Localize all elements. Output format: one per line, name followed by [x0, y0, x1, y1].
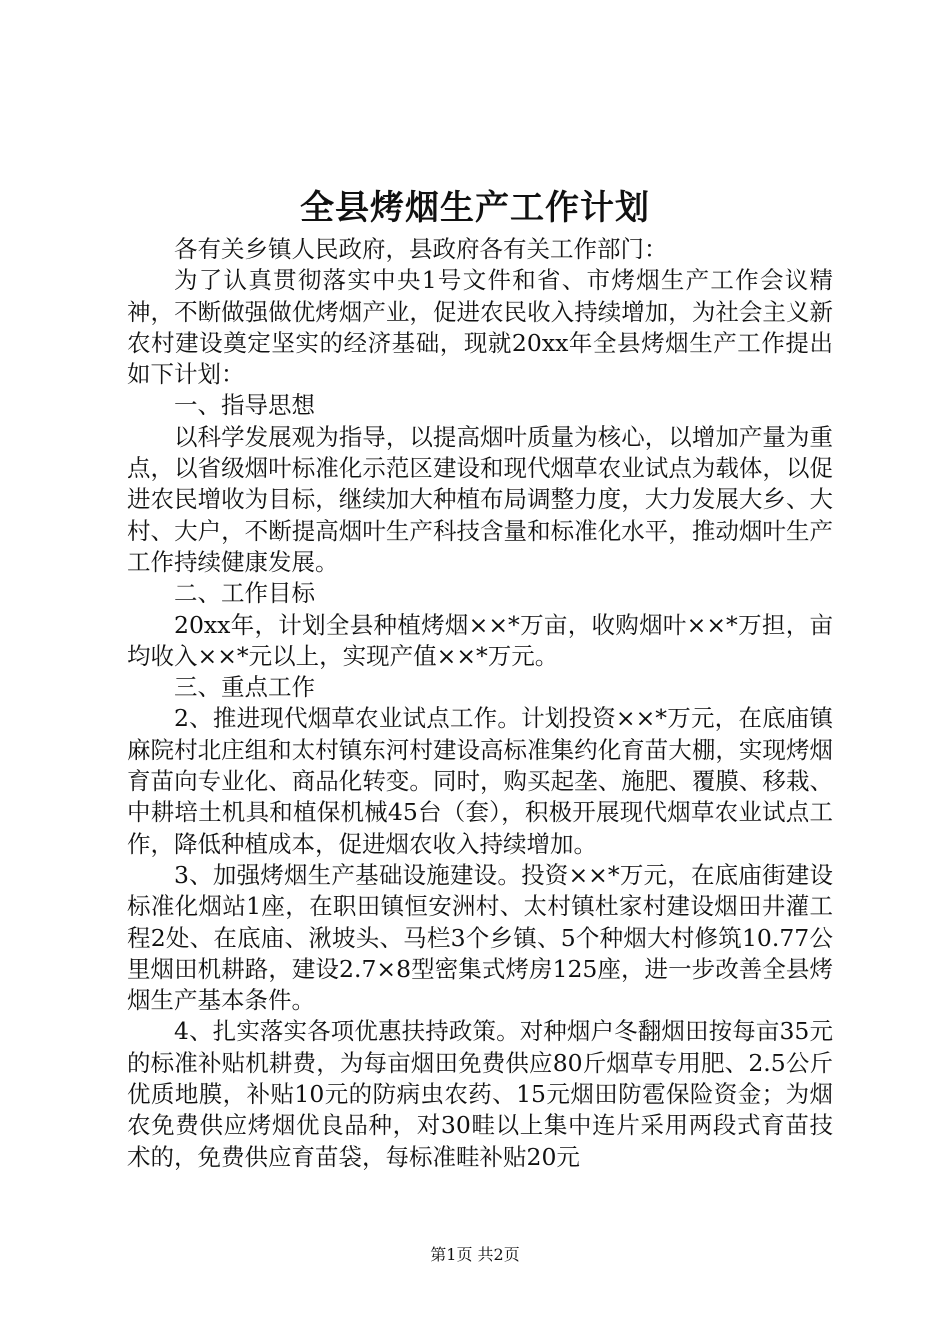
guiding-ideology-paragraph: 以科学发展观为指导，以提高烟叶质量为核心，以增加产量为重点，以省级烟叶标准化示范区建设和现代烟草农业试点为载体，以促进农民增收为目标，继续加大种植布局调整力度，大力发展大乡、大村、大户，不断提高烟叶生产科技含量和标准化水平，推动烟叶生产工作持续健康发展。	[127, 422, 833, 576]
salutation-paragraph: 各有关乡镇人民政府，县政府各有关工作部门：	[174, 235, 668, 263]
work-goals-paragraph: 20xx年，计划全县种植烤烟××*万亩，收购烟叶××*万担，亩均收入××*元以上，实现产值××*万元。	[127, 610, 833, 670]
document-body	[127, 234, 833, 1173]
intro-paragraph: 为了认真贯彻落实中央1号文件和省、市烤烟生产工作会议精神，不断做强做优烤烟产业，促进农民收入持续增加，为社会主义新农村建设奠定坚实的经济基础，现就20xx年全县烤烟生产工作提出如下计划：	[127, 266, 833, 389]
document-title: 全县烤烟生产工作计划	[300, 188, 650, 228]
page-number-footer: 第1页 共2页	[430, 1245, 520, 1264]
key-work-item-4: 4、扎实落实各项优惠扶持政策。对种烟户冬翻烟田按每亩35元的标准补贴机耕费，为每亩烟田免费供应80斤烟草专用肥、2.5公斤优质地膜，补贴10元的防病虫农药、15元烟田防雹保险资金；为烟农免费供应烤烟优良品种，对30畦以上集中连片采用两段式育苗技术的，免费供应育苗袋，每标准畦补贴20元	[127, 1017, 833, 1171]
section-heading-work-goals: 二、工作目标	[174, 579, 315, 608]
key-work-item-2: 2、推进现代烟草农业试点工作。计划投资××*万元，在底庙镇麻院村北庄组和太村镇东河村建设高标准集约化育苗大棚，实现烤烟育苗向专业化、商品化转变。同时，购买起垄、施肥、覆膜、移栽、中耕培土机具和植保机械45台（套），积极开展现代烟草农业试点工作，降低种植成本，促进烟农收入持续增加。	[127, 704, 833, 858]
key-work-item-3: 3、加强烤烟生产基础设施建设。投资××*万元，在底庙街建设标准化烟站1座，在职田镇恒安洲村、太村镇杜家村建设烟田井灌工程2处、在底庙、湫坡头、马栏3个乡镇、5个种烟大村修筑10.77公里烟田机耕路，建设2.7×8型密集式烤房125座，进一步改善全县烤烟生产基本条件。	[127, 860, 833, 1015]
section-heading-key-work: 三、重点工作	[174, 673, 315, 702]
section-heading-guiding-ideology: 一、指导思想	[174, 391, 315, 420]
